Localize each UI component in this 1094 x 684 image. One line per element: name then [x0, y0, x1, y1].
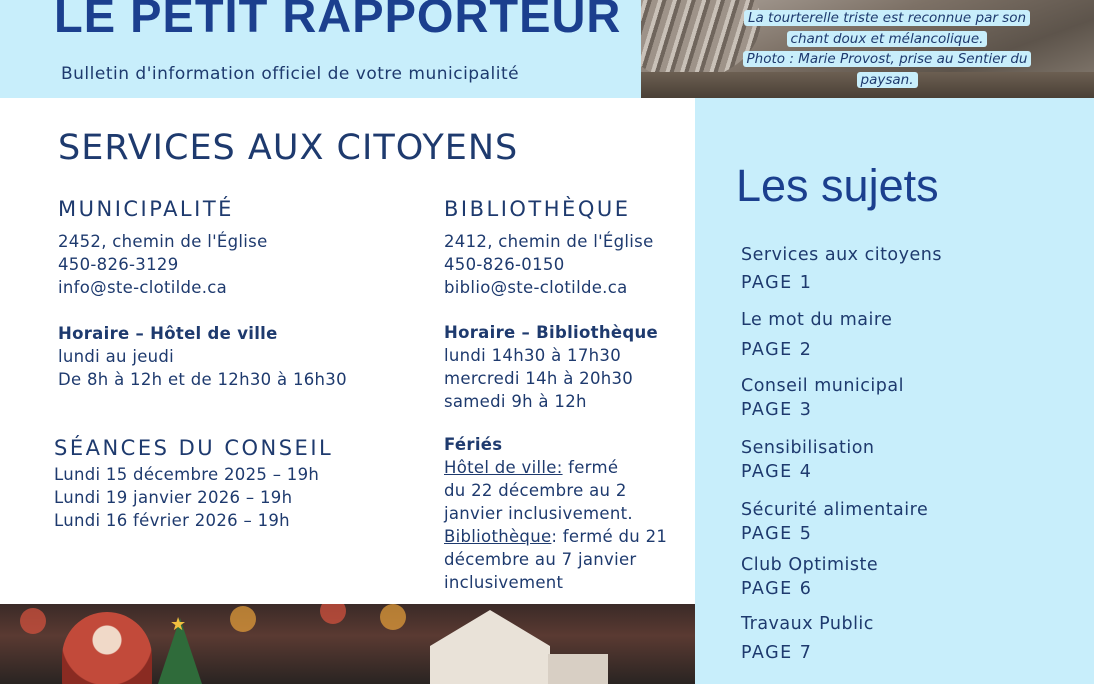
feries-biblio-label: Bibliothèque — [444, 527, 552, 546]
toc-item-label: Services aux citoyens — [741, 245, 942, 265]
toc-item-page: PAGE 5 — [741, 524, 813, 544]
seances-dates — [54, 463, 319, 532]
newsletter-subtitle: Bulletin d'information officiel de votre municipalité — [61, 64, 520, 84]
toc-item-services[interactable] — [741, 241, 942, 297]
municipalite-phone[interactable]: 450-826-3129 — [58, 255, 179, 274]
caption-line: La tourterelle triste est reconnue par son — [744, 10, 1030, 26]
services-heading: SERVICES AUX CITOYENS — [58, 128, 519, 168]
seance-date: Lundi 15 décembre 2025 – 19h — [54, 465, 320, 484]
gingerbread-house — [430, 610, 550, 684]
bibliotheque-hours — [444, 321, 658, 413]
caption-line: chant doux et mélancolique. — [787, 31, 988, 47]
municipalite-hours-line: lundi au jeudi — [58, 347, 175, 366]
newsletter-title: LE PETIT RAPPORTEUR — [54, 0, 622, 42]
christmas-photo — [0, 604, 695, 684]
bibliotheque-phone[interactable]: 450-826-0150 — [444, 255, 565, 274]
cover-photo — [641, 0, 1094, 98]
bibliotheque-hours-line: mercredi 14h à 20h30 — [444, 369, 634, 388]
feries-hotel-label: Hôtel de ville: — [444, 458, 563, 477]
sidebar-toc — [695, 98, 1094, 684]
house-annex — [548, 654, 608, 684]
toc-item-label: Club Optimiste — [741, 555, 879, 575]
header-banner — [0, 0, 641, 98]
feries-biblio-text: inclusivement — [444, 573, 564, 592]
bibliotheque-heading: BIBLIOTHÈQUE — [444, 197, 631, 221]
municipalite-hours-line: De 8h à 12h et de 12h30 à 16h30 — [58, 370, 347, 389]
caption-line: paysan. — [857, 72, 918, 88]
feries-biblio-text: décembre au 7 janvier — [444, 550, 637, 569]
toc-item-mot-du-maire[interactable] — [741, 306, 892, 364]
feries-biblio-text: : fermé du 21 — [551, 527, 668, 546]
bibliotheque-info — [444, 230, 654, 299]
municipalite-email[interactable]: info@ste-clotilde.ca — [58, 278, 228, 297]
toc-title: Les sujets — [736, 160, 939, 211]
toc-item-label: Sensibilisation — [741, 438, 875, 458]
bibliotheque-hours-title: Horaire – Bibliothèque — [444, 323, 659, 342]
toc-item-page: PAGE 1 — [741, 273, 813, 293]
municipalite-hours-title: Horaire – Hôtel de ville — [58, 324, 278, 343]
toc-item-page: PAGE 6 — [741, 579, 813, 599]
municipalite-address: 2452, chemin de l'Église — [58, 232, 268, 251]
toc-item-label: Le mot du maire — [741, 310, 893, 330]
bokeh-light — [320, 604, 346, 624]
bibliotheque-email[interactable]: biblio@ste-clotilde.ca — [444, 278, 628, 297]
feries-block — [444, 433, 667, 594]
star-icon: ★ — [170, 614, 187, 635]
bokeh-light — [20, 608, 46, 634]
feries-heading: Fériés — [444, 435, 503, 454]
gnome-figurine — [62, 612, 152, 684]
photo-caption — [742, 8, 1032, 90]
toc-item-page: PAGE 2 — [741, 340, 813, 360]
caption-line: Photo : Marie Provost, prise au Sentier du — [743, 51, 1032, 67]
toc-item-securite[interactable] — [741, 496, 928, 548]
feries-hotel-text: du 22 décembre au 2 — [444, 481, 627, 500]
municipalite-hours — [58, 322, 347, 391]
seance-date: Lundi 16 février 2026 – 19h — [54, 511, 290, 530]
toc-item-page: PAGE 3 — [741, 400, 813, 420]
toc-item-conseil[interactable] — [741, 372, 904, 424]
bibliotheque-hours-line: samedi 9h à 12h — [444, 392, 587, 411]
municipalite-heading: MUNICIPALITÉ — [58, 197, 234, 221]
toc-item-label: Sécurité alimentaire — [741, 500, 929, 520]
bibliotheque-address: 2412, chemin de l'Église — [444, 232, 654, 251]
toc-item-travaux[interactable] — [741, 610, 874, 667]
bibliotheque-hours-line: lundi 14h30 à 17h30 — [444, 346, 622, 365]
toc-item-label: Conseil municipal — [741, 376, 904, 396]
toc-item-page: PAGE 4 — [741, 462, 813, 482]
toc-item-label: Travaux Public — [741, 614, 874, 634]
municipalite-info — [58, 230, 268, 299]
feries-hotel-text: fermé — [562, 458, 619, 477]
seances-heading: SÉANCES DU CONSEIL — [54, 436, 334, 460]
toc-item-page: PAGE 7 — [741, 643, 813, 663]
toc-item-sensibilisation[interactable] — [741, 434, 875, 486]
bokeh-light — [380, 604, 406, 630]
seance-date: Lundi 19 janvier 2026 – 19h — [54, 488, 293, 507]
bokeh-light — [230, 606, 256, 632]
feries-hotel-text: janvier inclusivement. — [444, 504, 633, 523]
toc-item-club-optimiste[interactable] — [741, 551, 878, 603]
